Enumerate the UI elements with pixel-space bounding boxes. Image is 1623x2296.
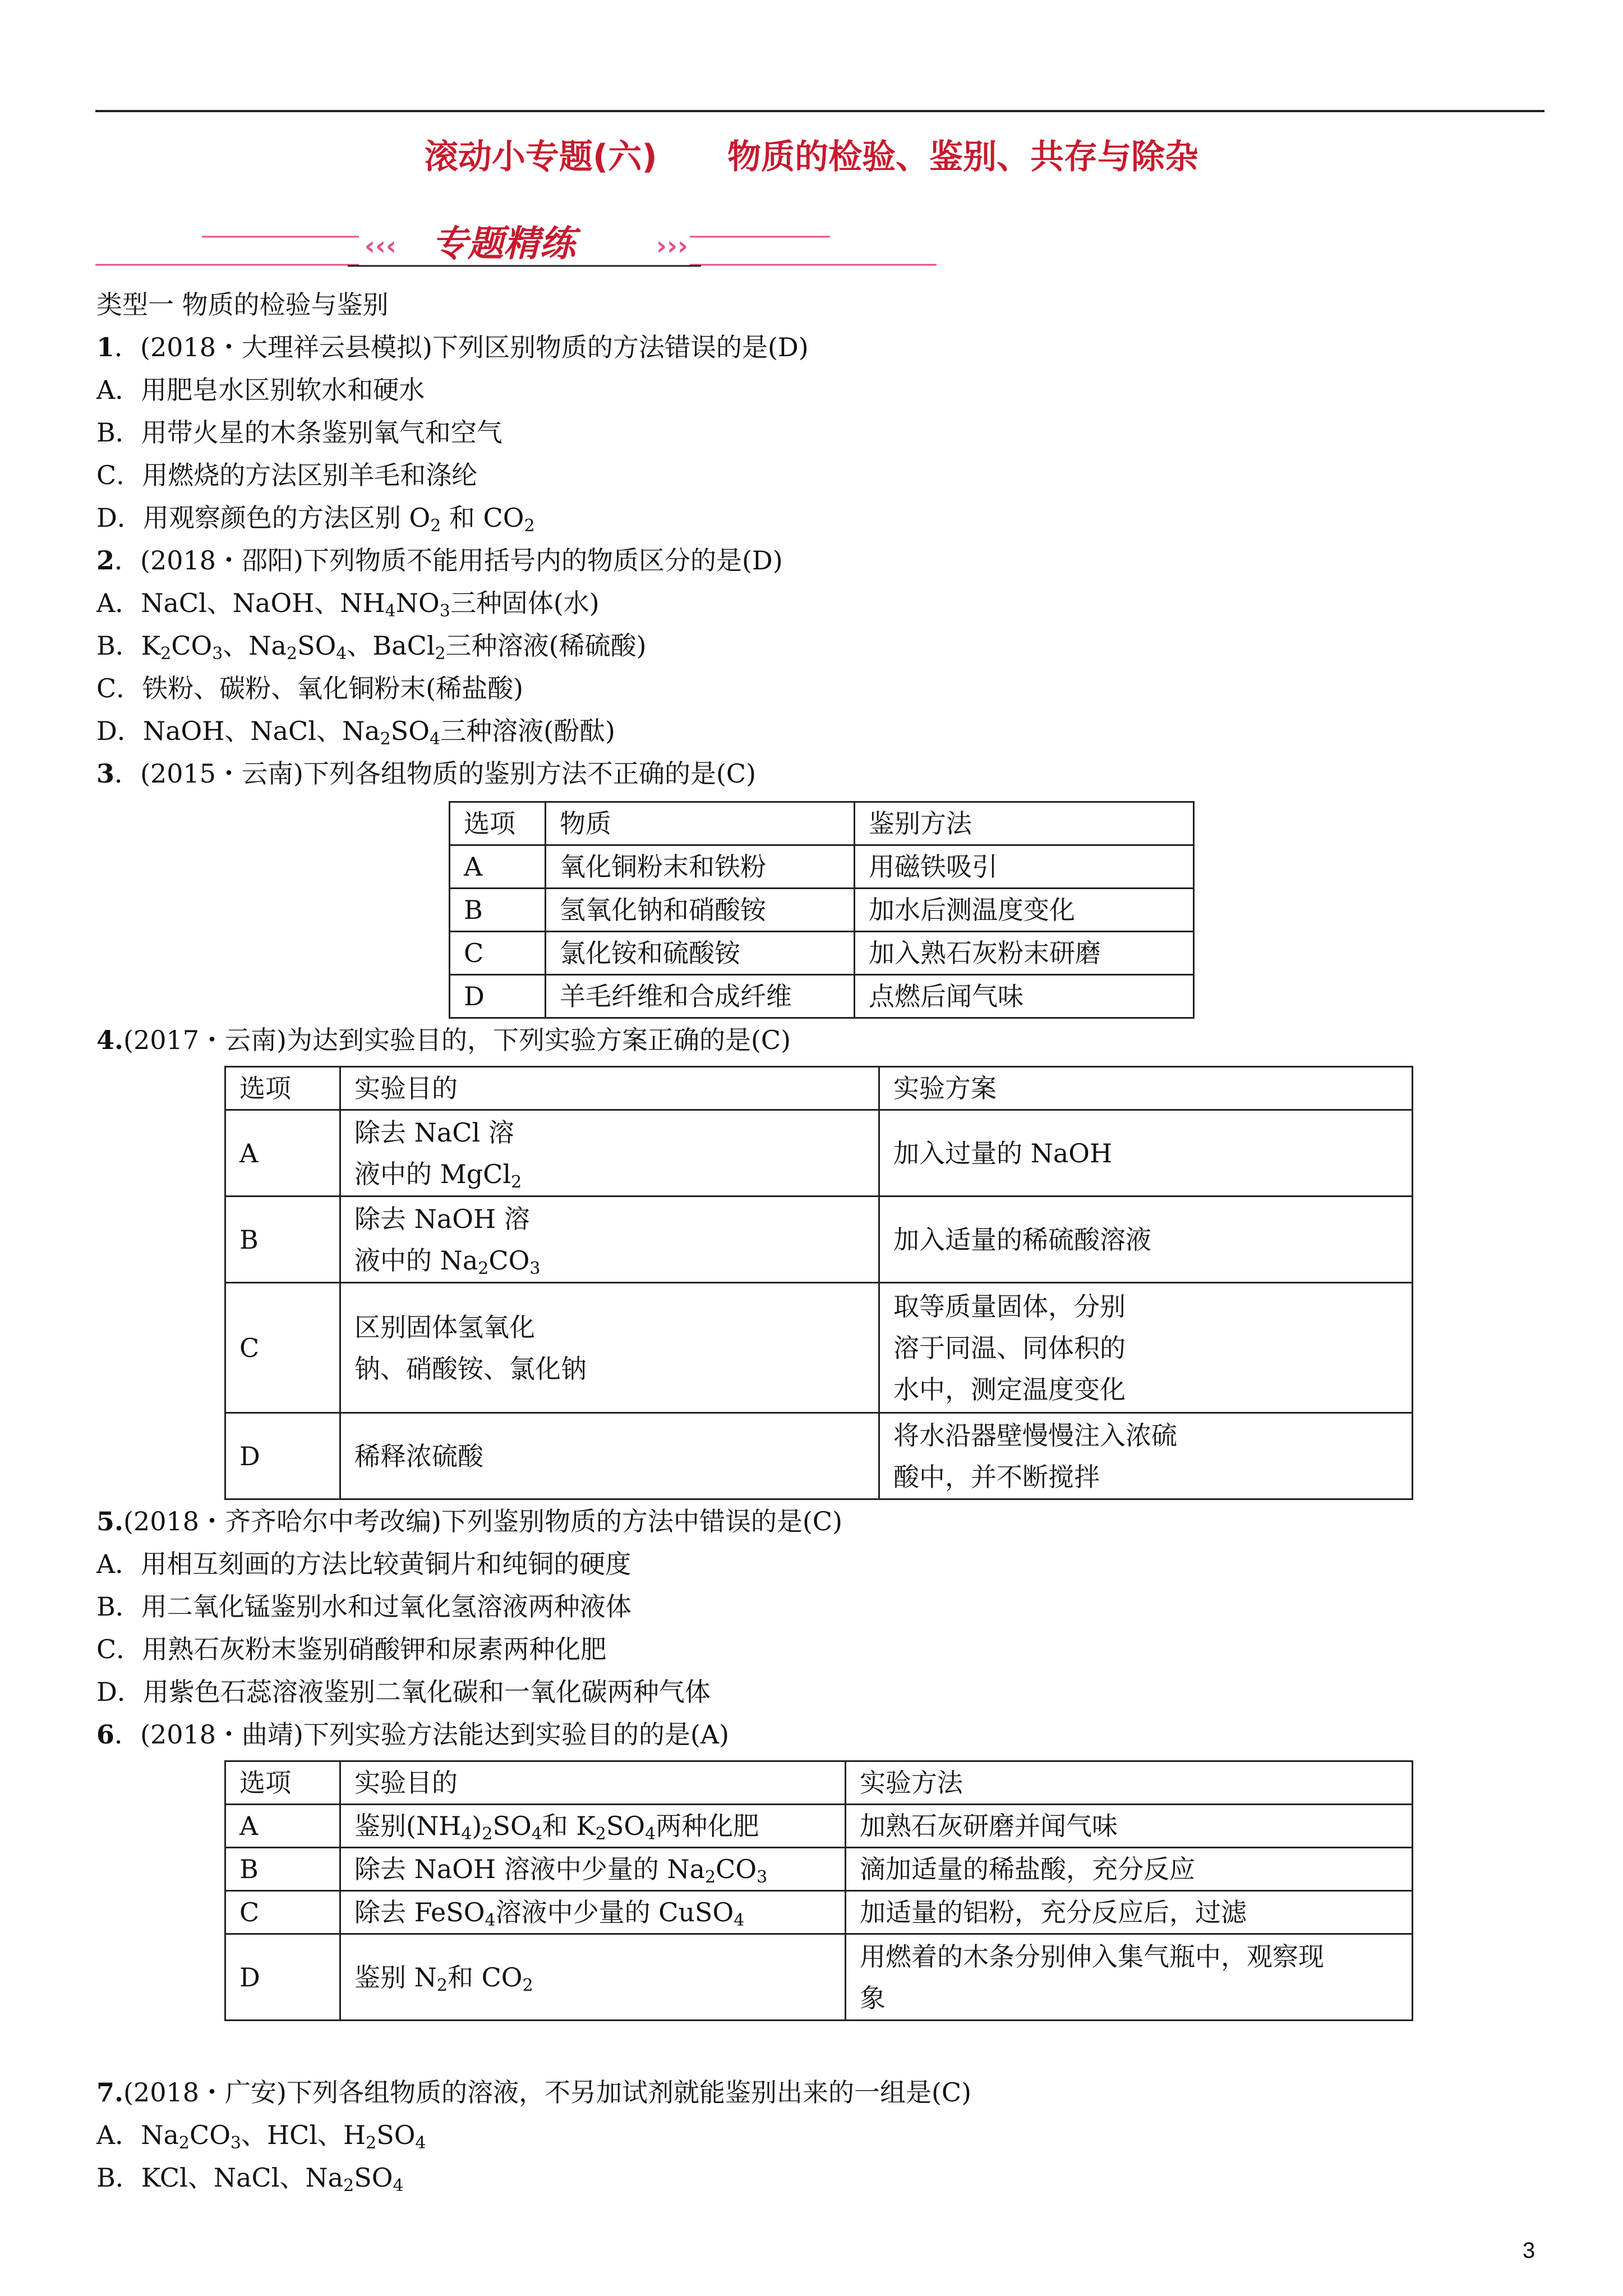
option-b: B．用二氧化锰鉴别水和过氧化氢溶液两种液体 [96, 1591, 631, 1622]
table-cell: 将水沿器壁慢慢注入浓硫 酸中，并不断搅拌 [879, 1413, 1413, 1499]
table-row [450, 932, 1194, 975]
question-number: 5. [96, 1506, 124, 1536]
table-cell: 加熟石灰研磨并闻气味 [846, 1805, 1413, 1848]
table-row [225, 1934, 1413, 2021]
table-cell: B [225, 1197, 340, 1283]
table-header-row [225, 1761, 1413, 1805]
table-cell: 实验目的 [340, 1067, 879, 1110]
table-cell: B [450, 889, 546, 932]
table-cell: 氧化铜粉末和铁粉 [546, 845, 855, 889]
table-cell: D [225, 1413, 340, 1499]
table-cell: 稀释浓硫酸 [340, 1413, 879, 1499]
option-d: D．用紫色石蕊溶液鉴别二氧化碳和一氧化碳两种气体 [96, 1677, 711, 1707]
option-c: C．铁粉、碳粉、氧化铜粉末(稀盐酸) [96, 673, 524, 703]
question-1: 1．(2018・大理祥云县模拟)下列区别物质的方法错误的是(D) [96, 332, 809, 362]
table-cell: 加入熟石灰粉末研磨 [855, 932, 1194, 975]
option-b: B．KCl、NaCl、$Na_2SO_4$ [96, 2162, 404, 2196]
table-cell: 用燃着的木条分别伸入集气瓶中，观察现 象 [846, 1934, 1413, 2021]
table-cell: 鉴别$(NH_4)_2SO_4$和 $K_2SO_4$两种化肥 [340, 1805, 846, 1848]
table-row [225, 1110, 1413, 1197]
header-rule [95, 110, 1544, 112]
table-cell: 鉴别 $N_2$和 $CO_2$ [340, 1934, 846, 2021]
table-cell: C [450, 932, 546, 975]
table-row [225, 1413, 1413, 1499]
table-cell: 滴加适量的稀盐酸，充分反应 [846, 1848, 1413, 1891]
question-6: 6．(2018・曲靖)下列实验方法能达到实验目的的是(A) [96, 1719, 730, 1750]
option-d: D．NaOH、NaCl、$Na_2SO_4$三种溶液(酚酞) [96, 716, 615, 749]
table-cell: 实验方案 [879, 1067, 1413, 1110]
option-c: C．用熟石灰粉末鉴别硝酸钾和尿素两种化肥 [96, 1634, 607, 1664]
question-number: 6 [96, 1719, 115, 1750]
table-cell: 选项 [450, 802, 546, 845]
table-cell: C [225, 1891, 340, 1934]
table-cell: 实验目的 [340, 1761, 846, 1805]
table-cell: 加水后测温度变化 [855, 889, 1194, 932]
table-cell: 鉴别方法 [855, 802, 1194, 845]
table-cell: 取等质量固体，分别 溶于同温、同体积的 水中，测定温度变化 [879, 1283, 1413, 1413]
table-cell: D [450, 975, 546, 1018]
question-3: 3．(2015・云南)下列各组物质的鉴别方法不正确的是(C) [96, 758, 757, 789]
table-cell: D [225, 1934, 340, 2021]
table-cell: 加入过量的 NaOH [879, 1110, 1413, 1197]
table-header-row [450, 802, 1194, 845]
table-cell: 加入适量的稀硫酸溶液 [879, 1197, 1413, 1283]
table-cell: 除去 NaOH 溶液中少量的 $Na_2CO_3$ [340, 1848, 846, 1891]
table-row [450, 845, 1194, 889]
table-cell: 除去 NaOH 溶 液中的 $Na_2CO_3$ [340, 1197, 879, 1283]
table-cell: A [450, 845, 546, 889]
page-title: 滚动小专题(六) 物质的检验、鉴别、共存与除杂 [424, 137, 1199, 177]
table-cell: 加适量的铝粉，充分反应后，过滤 [846, 1891, 1413, 1934]
question-2: 2．(2018・邵阳)下列物质不能用括号内的物质区分的是(D) [96, 545, 783, 576]
option-a: A．$Na_2CO_3$、HCl、$H_2SO_4$ [96, 2120, 426, 2153]
question-5: 5.(2018・齐齐哈尔中考改编)下列鉴别物质的方法中错误的是(C) [96, 1506, 843, 1536]
table-cell: 选项 [225, 1761, 340, 1805]
option-b: B．$K_2CO_3$、$Na_2SO_4$、BaCl$_2$三种溶液(稀硫酸) [96, 631, 647, 664]
banner-label: 专题精练 [432, 223, 575, 265]
page-number: 3 [1523, 2238, 1536, 2263]
table-row [225, 1805, 1413, 1848]
table-cell: 除去 FeSO$_4$溶液中少量的 CuSO$_4$ [340, 1891, 846, 1934]
table-cell: 氯化铵和硫酸铵 [546, 932, 855, 975]
table-cell: B [225, 1848, 340, 1891]
q6-table [224, 1760, 1413, 2021]
section-banner [95, 214, 959, 276]
table-cell: 氢氧化钠和硝酸铵 [546, 889, 855, 932]
q3-table [449, 801, 1195, 1019]
table-cell: 羊毛纤维和合成纤维 [546, 975, 855, 1018]
option-b: B．用带火星的木条鉴别氧气和空气 [96, 417, 502, 448]
table-cell: 选项 [225, 1067, 340, 1110]
question-number: 3 [96, 758, 115, 789]
question-number: 4. [96, 1025, 124, 1055]
table-header-row [225, 1067, 1413, 1110]
chevron-right-icon: ››› [656, 231, 688, 261]
option-a: A．NaCl、NaOH、$NH_4NO_3$三种固体(水) [96, 588, 600, 621]
table-cell: 实验方法 [846, 1761, 1413, 1805]
table-row [225, 1891, 1413, 1934]
table-cell: 区别固体氢氧化 钠、硝酸铵、氯化钠 [340, 1283, 879, 1413]
table-cell: 用磁铁吸引 [855, 845, 1194, 889]
question-number: 2 [96, 545, 115, 576]
table-cell: A [225, 1805, 340, 1848]
table-row [225, 1197, 1413, 1283]
table-cell: 除去 NaCl 溶 液中的 MgCl$_2$ [340, 1110, 879, 1197]
option-a: A．用肥皂水区别软水和硬水 [96, 375, 425, 405]
table-row [450, 975, 1194, 1018]
question-4: 4.(2017・云南)为达到实验目的，下列实验方案正确的是(C) [96, 1025, 791, 1055]
option-d: D．用观察颜色的方法区别 $O_2$ 和 $CO_2$ [96, 503, 535, 536]
question-number: 7. [96, 2077, 124, 2108]
chevron-left-icon: ‹‹‹ [365, 231, 396, 261]
option-c: C．用燃烧的方法区别羊毛和涤纶 [96, 460, 478, 490]
table-cell: 物质 [546, 802, 855, 845]
table-row [225, 1283, 1413, 1413]
question-number: 1 [96, 332, 115, 362]
table-cell: C [225, 1283, 340, 1413]
option-a: A．用相互刻画的方法比较黄铜片和纯铜的硬度 [96, 1549, 631, 1579]
table-row [450, 889, 1194, 932]
question-7: 7.(2018・广安)下列各组物质的溶液，不另加试剂就能鉴别出来的一组是(C) [96, 2077, 972, 2108]
table-cell: 点燃后闻气味 [855, 975, 1194, 1018]
table-row [225, 1848, 1413, 1891]
q4-table [224, 1066, 1413, 1500]
table-cell: A [225, 1110, 340, 1197]
section-heading: 类型一 物质的检验与鉴别 [96, 289, 389, 320]
